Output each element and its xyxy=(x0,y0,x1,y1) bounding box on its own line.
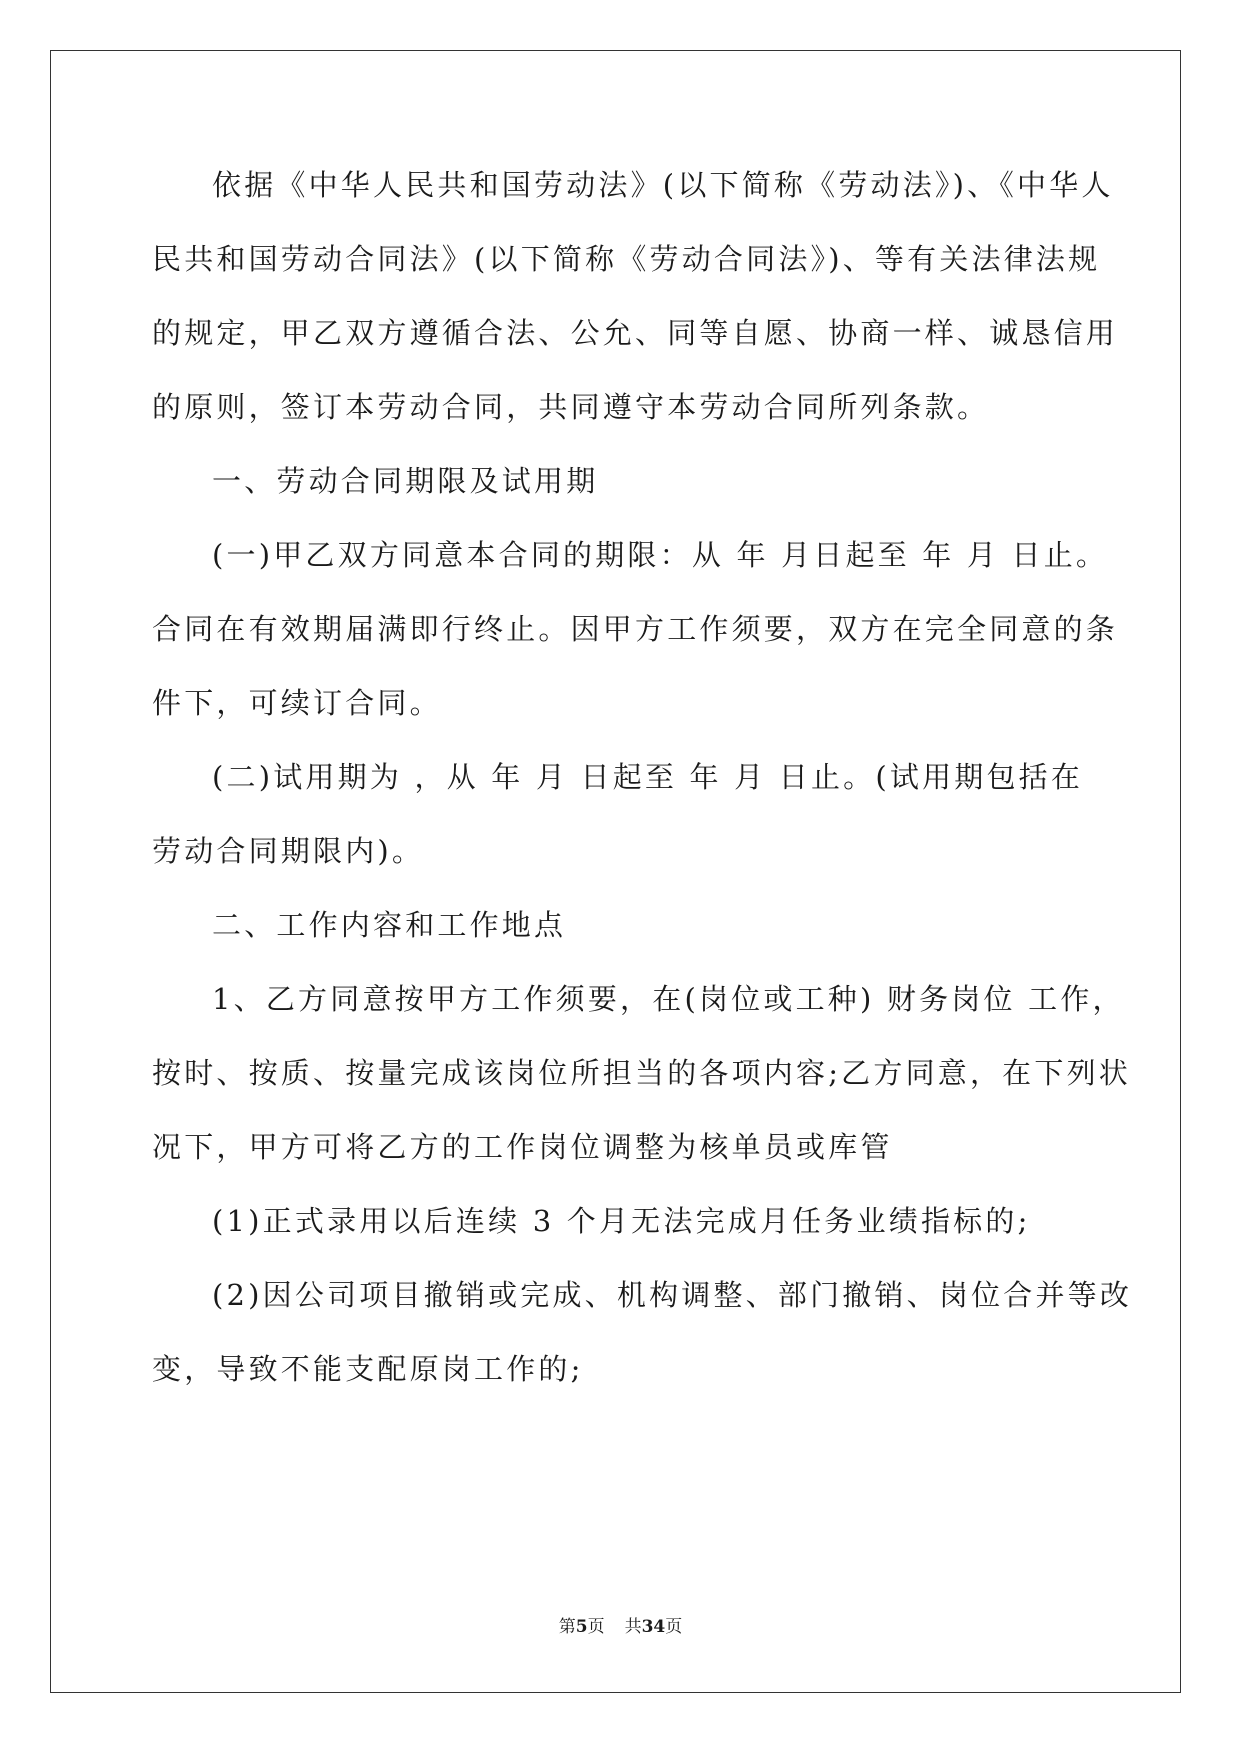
paragraph-line: (一)甲乙双方同意本合同的期限：从 年 月日起至 年 月 日止。 xyxy=(212,538,1109,572)
paragraph-line: 按时、按质、按量完成该岗位所担当的各项内容;乙方同意，在下列状 xyxy=(152,1056,1131,1090)
total-prefix: 共 xyxy=(624,1617,642,1637)
paragraph-line: 的原则，签订本劳动合同，共同遵守本劳动合同所列条款。 xyxy=(152,390,990,424)
paragraph-line: 1、乙方同意按甲方工作须要，在(岗位或工种) 财务岗位 工作， xyxy=(212,982,1125,1016)
page-number: 5 xyxy=(575,1617,588,1637)
paragraph-line: 件下，可续订合同。 xyxy=(152,686,442,720)
paragraph-line: 劳动合同期限内)。 xyxy=(152,834,425,868)
page-footer xyxy=(0,1612,1241,1637)
page-suffix: 页 xyxy=(587,1617,605,1637)
paragraph-line: 况下，甲方可将乙方的工作岗位调整为核单员或库管 xyxy=(152,1130,893,1164)
paragraph-line: 合同在有效期届满即行终止。因甲方工作须要，双方在完全同意的条 xyxy=(152,612,1119,646)
page-prefix: 第 xyxy=(558,1617,576,1637)
section-heading: 一、劳动合同期限及试用期 xyxy=(212,464,599,498)
section-heading: 二、工作内容和工作地点 xyxy=(212,908,567,942)
paragraph-line: 变，导致不能支配原岗工作的; xyxy=(152,1352,584,1386)
page-border xyxy=(50,50,1181,1693)
paragraph-line: (1)正式录用以后连续 3 个月无法完成月任务业绩指标的; xyxy=(212,1204,1031,1238)
paragraph-line: 民共和国劳动合同法》(以下简称《劳动合同法》)、等有关法律法规 xyxy=(152,242,1101,276)
paragraph-line: (二)试用期为 ，从 年 月 日起至 年 月 日止。(试用期包括在 xyxy=(212,760,1084,794)
paragraph-line: 的规定，甲乙双方遵循合法、公允、同等自愿、协商一样、诚恳信用 xyxy=(152,316,1119,350)
total-pages: 34 xyxy=(641,1617,666,1637)
paragraph-line: (2)因公司项目撤销或完成、机构调整、部门撤销、岗位合并等改 xyxy=(212,1278,1133,1312)
total-suffix: 页 xyxy=(665,1617,683,1637)
paragraph-line: 依据《中华人民共和国劳动法》(以下简称《劳动法》)、《中华人 xyxy=(212,168,1114,202)
